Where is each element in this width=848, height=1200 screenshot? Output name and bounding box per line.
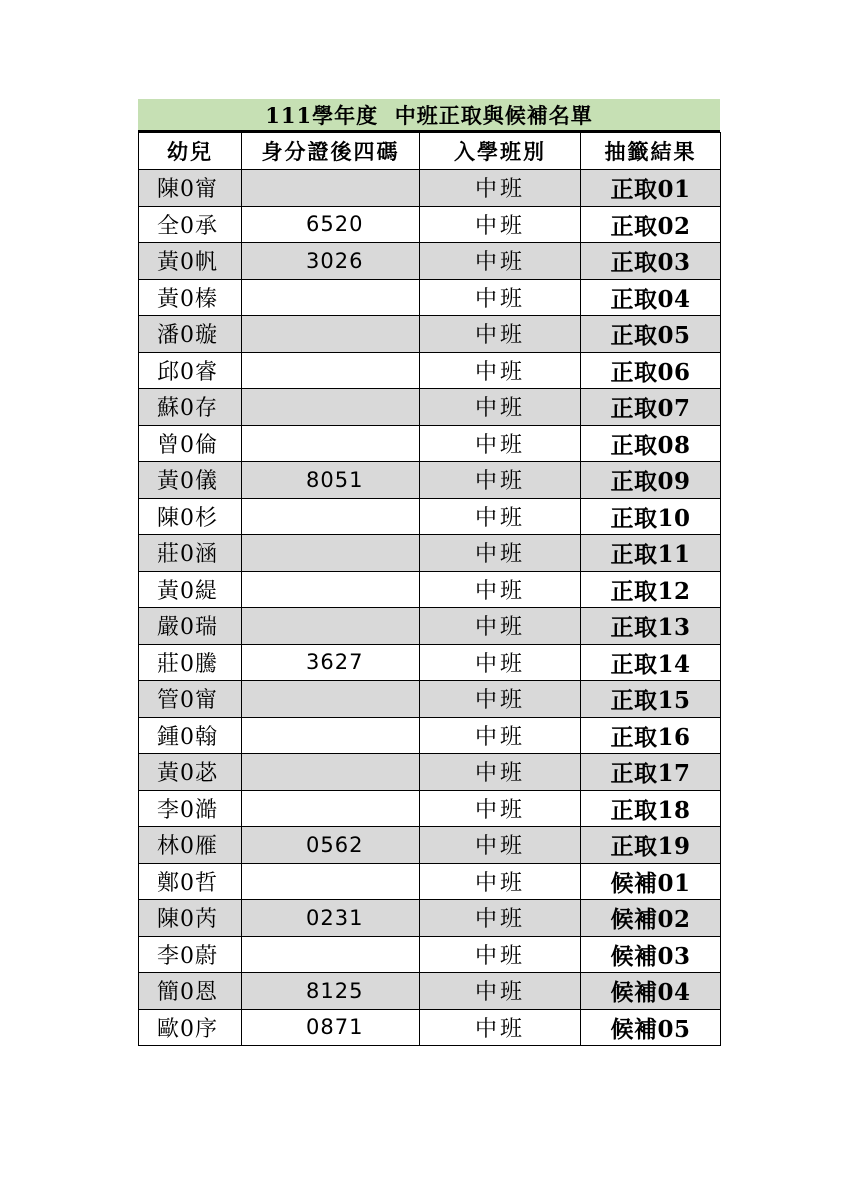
id-last4-cell: 8125 xyxy=(242,973,420,1010)
table-row xyxy=(139,389,721,426)
lottery-result-cell: 正取13 xyxy=(581,608,721,645)
class-cell: 中班 xyxy=(420,243,581,280)
id-last4-cell xyxy=(242,535,420,572)
class-cell: 中班 xyxy=(420,973,581,1010)
class-cell: 中班 xyxy=(420,316,581,353)
id-last4-cell: 0562 xyxy=(242,827,420,864)
class-cell: 中班 xyxy=(420,936,581,973)
id-last4-cell xyxy=(242,754,420,791)
id-last4-cell xyxy=(242,681,420,718)
child-name-cell: 黃0榛 xyxy=(139,279,242,316)
table-row xyxy=(139,571,721,608)
id-last4-cell xyxy=(242,608,420,645)
id-last4-cell: 3627 xyxy=(242,644,420,681)
table-row xyxy=(139,352,721,389)
class-cell: 中班 xyxy=(420,900,581,937)
table-row xyxy=(139,316,721,353)
table-row xyxy=(139,717,721,754)
child-name-cell: 潘0璇 xyxy=(139,316,242,353)
sheet-title xyxy=(138,99,720,132)
id-last4-cell: 8051 xyxy=(242,462,420,499)
id-last4-cell: 6520 xyxy=(242,206,420,243)
child-name-cell: 陳0杉 xyxy=(139,498,242,535)
column-header-id-last4: 身分證後四碼 xyxy=(242,133,420,170)
id-last4-cell xyxy=(242,498,420,535)
child-name-cell: 鄭0哲 xyxy=(139,863,242,900)
class-cell: 中班 xyxy=(420,571,581,608)
child-name-cell: 鍾0翰 xyxy=(139,717,242,754)
class-cell: 中班 xyxy=(420,535,581,572)
child-name-cell: 邱0睿 xyxy=(139,352,242,389)
table-row xyxy=(139,863,721,900)
lottery-result-cell: 正取17 xyxy=(581,754,721,791)
child-name-cell: 黃0緹 xyxy=(139,571,242,608)
lottery-result-cell: 正取09 xyxy=(581,462,721,499)
table-header-row xyxy=(139,133,721,170)
admission-list-sheet xyxy=(138,99,720,1046)
lottery-result-cell: 正取15 xyxy=(581,681,721,718)
lottery-result-cell: 正取05 xyxy=(581,316,721,353)
child-name-cell: 歐0序 xyxy=(139,1009,242,1046)
child-name-cell: 黃0儀 xyxy=(139,462,242,499)
class-cell: 中班 xyxy=(420,681,581,718)
child-name-cell: 莊0騰 xyxy=(139,644,242,681)
table-body xyxy=(139,170,721,1046)
class-cell: 中班 xyxy=(420,389,581,426)
table-row xyxy=(139,936,721,973)
class-cell: 中班 xyxy=(420,279,581,316)
id-last4-cell xyxy=(242,425,420,462)
table-row xyxy=(139,681,721,718)
lottery-result-cell: 正取03 xyxy=(581,243,721,280)
lottery-result-cell: 候補04 xyxy=(581,973,721,1010)
lottery-result-cell: 候補03 xyxy=(581,936,721,973)
sheet-title-text: 111學年度 中班正取與候補名單 xyxy=(265,102,593,128)
table-row xyxy=(139,498,721,535)
class-cell: 中班 xyxy=(420,352,581,389)
table-row xyxy=(139,1009,721,1046)
child-name-cell: 李0蔚 xyxy=(139,936,242,973)
lottery-result-cell: 正取16 xyxy=(581,717,721,754)
table-row xyxy=(139,170,721,207)
id-last4-cell xyxy=(242,316,420,353)
table-row xyxy=(139,644,721,681)
child-name-cell: 黃0苾 xyxy=(139,754,242,791)
admission-table xyxy=(138,132,721,1046)
lottery-result-cell: 候補02 xyxy=(581,900,721,937)
id-last4-cell xyxy=(242,352,420,389)
table-row xyxy=(139,279,721,316)
class-cell: 中班 xyxy=(420,170,581,207)
child-name-cell: 李0澔 xyxy=(139,790,242,827)
lottery-result-cell: 正取14 xyxy=(581,644,721,681)
child-name-cell: 蘇0存 xyxy=(139,389,242,426)
table-row xyxy=(139,425,721,462)
child-name-cell: 管0甯 xyxy=(139,681,242,718)
lottery-result-cell: 正取02 xyxy=(581,206,721,243)
table-row xyxy=(139,608,721,645)
child-name-cell: 黃0帆 xyxy=(139,243,242,280)
id-last4-cell: 3026 xyxy=(242,243,420,280)
lottery-result-cell: 候補01 xyxy=(581,863,721,900)
id-last4-cell xyxy=(242,571,420,608)
id-last4-cell: 0231 xyxy=(242,900,420,937)
class-cell: 中班 xyxy=(420,717,581,754)
id-last4-cell: 0871 xyxy=(242,1009,420,1046)
table-row xyxy=(139,973,721,1010)
class-cell: 中班 xyxy=(420,425,581,462)
id-last4-cell xyxy=(242,790,420,827)
id-last4-cell xyxy=(242,936,420,973)
id-last4-cell xyxy=(242,863,420,900)
class-cell: 中班 xyxy=(420,498,581,535)
lottery-result-cell: 正取12 xyxy=(581,571,721,608)
lottery-result-cell: 正取07 xyxy=(581,389,721,426)
table-row xyxy=(139,827,721,864)
class-cell: 中班 xyxy=(420,206,581,243)
lottery-result-cell: 候補05 xyxy=(581,1009,721,1046)
id-last4-cell xyxy=(242,279,420,316)
class-cell: 中班 xyxy=(420,790,581,827)
lottery-result-cell: 正取08 xyxy=(581,425,721,462)
id-last4-cell xyxy=(242,170,420,207)
lottery-result-cell: 正取10 xyxy=(581,498,721,535)
lottery-result-cell: 正取18 xyxy=(581,790,721,827)
lottery-result-cell: 正取19 xyxy=(581,827,721,864)
lottery-result-cell: 正取06 xyxy=(581,352,721,389)
column-header-child: 幼兒 xyxy=(139,133,242,170)
table-row xyxy=(139,754,721,791)
child-name-cell: 莊0涵 xyxy=(139,535,242,572)
class-cell: 中班 xyxy=(420,1009,581,1046)
id-last4-cell xyxy=(242,717,420,754)
id-last4-cell xyxy=(242,389,420,426)
class-cell: 中班 xyxy=(420,608,581,645)
class-cell: 中班 xyxy=(420,863,581,900)
column-header-class: 入學班別 xyxy=(420,133,581,170)
child-name-cell: 全0承 xyxy=(139,206,242,243)
child-name-cell: 林0雁 xyxy=(139,827,242,864)
table-row xyxy=(139,462,721,499)
table-row xyxy=(139,243,721,280)
class-cell: 中班 xyxy=(420,462,581,499)
child-name-cell: 嚴0瑞 xyxy=(139,608,242,645)
lottery-result-cell: 正取01 xyxy=(581,170,721,207)
class-cell: 中班 xyxy=(420,644,581,681)
column-header-result: 抽籤結果 xyxy=(581,133,721,170)
child-name-cell: 簡0恩 xyxy=(139,973,242,1010)
class-cell: 中班 xyxy=(420,827,581,864)
table-row xyxy=(139,206,721,243)
table-row xyxy=(139,790,721,827)
child-name-cell: 曾0倫 xyxy=(139,425,242,462)
lottery-result-cell: 正取11 xyxy=(581,535,721,572)
table-row xyxy=(139,900,721,937)
child-name-cell: 陳0芮 xyxy=(139,900,242,937)
child-name-cell: 陳0甯 xyxy=(139,170,242,207)
table-row xyxy=(139,535,721,572)
class-cell: 中班 xyxy=(420,754,581,791)
lottery-result-cell: 正取04 xyxy=(581,279,721,316)
